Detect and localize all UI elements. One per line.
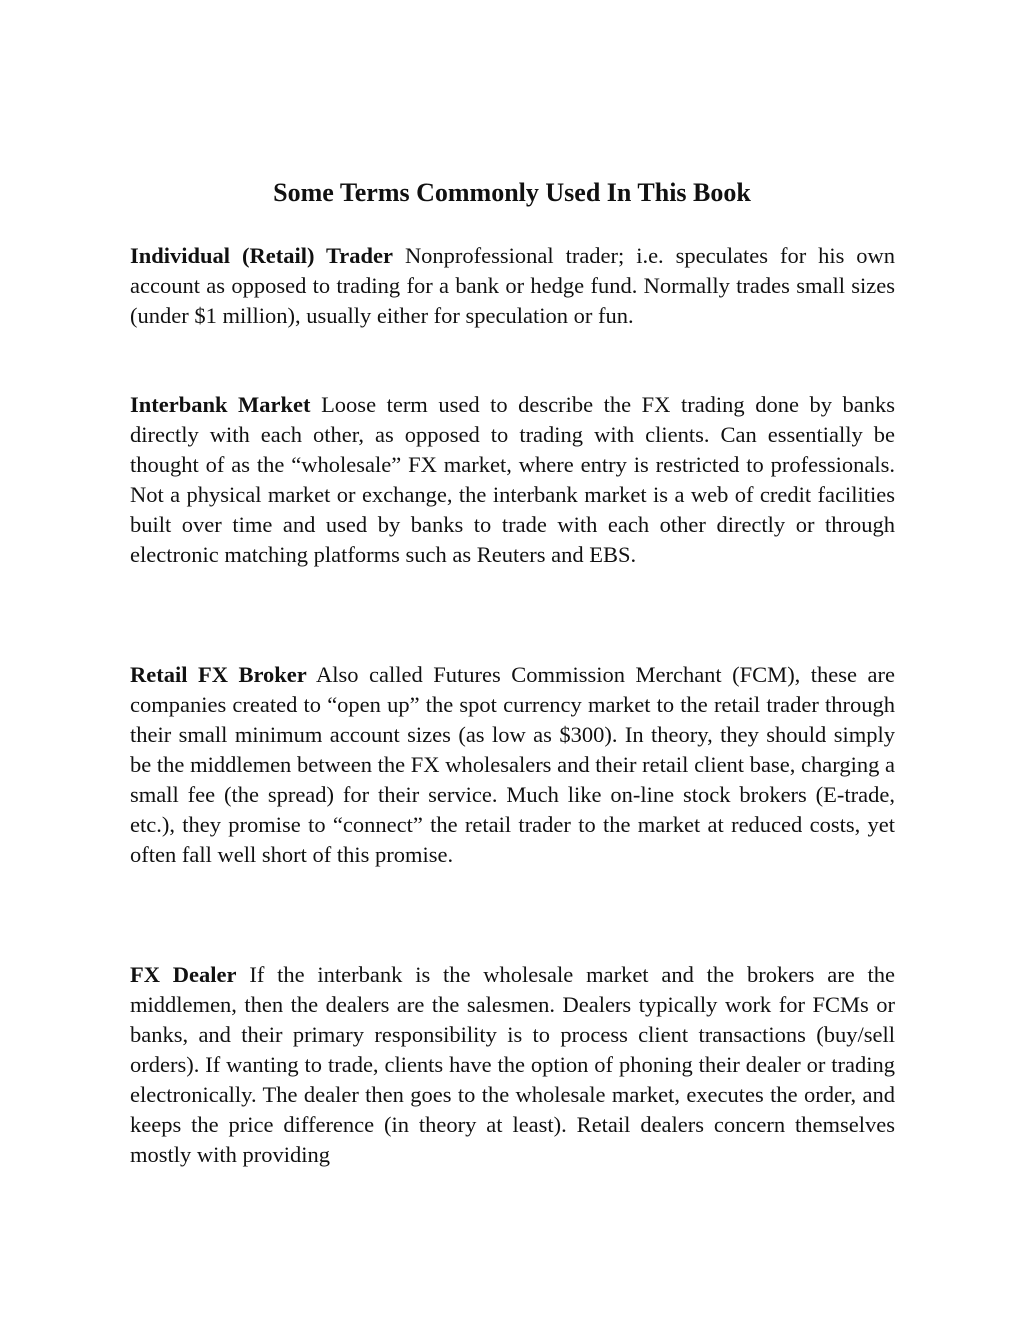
glossary-entry [130, 960, 895, 1172]
glossary-definition: Loose term used to describe the FX trading done by banks directly with each other, as opposed to trading with clients. Can essentially be thought of as the “wholesale” FX market, where entry is restricted to professionals. Not a physical market or exchange, the interbank market is a web of credit facilities built over time and used by banks to trade with each other directly or through electronic matching platforms such as Reuters and EBS. [130, 392, 895, 567]
glossary-entry [130, 660, 895, 870]
glossary-term: Interbank Market [130, 392, 311, 417]
glossary-definition: Nonprofessional trader; i.e. speculates for his own account as opposed to trading for a bank or hedge fund. Normally trades small sizes (under $1 million), usually either for speculation or fun. [130, 243, 896, 328]
glossary-definition: If the interbank is the wholesale market and the brokers are the middlemen, then the dealers are the salesmen. Dealers typically work for FCMs or banks, and their primary responsibility is to process client transactions (buy/sell orders). If wanting to trade, clients have the option of phoning their dealer or trading electronically. The dealer then goes to the wholesale market, executes the order, and keeps the price difference (in theory at least). Retail dealers concern themselves mostly with providing [130, 962, 895, 1167]
glossary-term: Retail FX Broker [130, 662, 307, 687]
glossary-term: FX Dealer [130, 962, 237, 987]
glossary-entry [130, 390, 895, 570]
glossary-entry [130, 241, 895, 331]
page-title: Some Terms Commonly Used In This Book [273, 178, 751, 207]
glossary-definition: Also called Futures Commission Merchant (FCM), these are companies created to “open up” the spot currency market to the retail trader through their small minimum account sizes (as low as $300). In theory, they should simply be the middlemen between the FX wholesalers and their retail client base, charging a small fee (the spread) for their service. Much like on-line stock brokers (E-trade, etc.), they promise to “connect” the retail trader to the market at reduced costs, yet often fall well short of this promise. [130, 662, 895, 867]
glossary-term: Individual (Retail) Trader [130, 243, 394, 268]
